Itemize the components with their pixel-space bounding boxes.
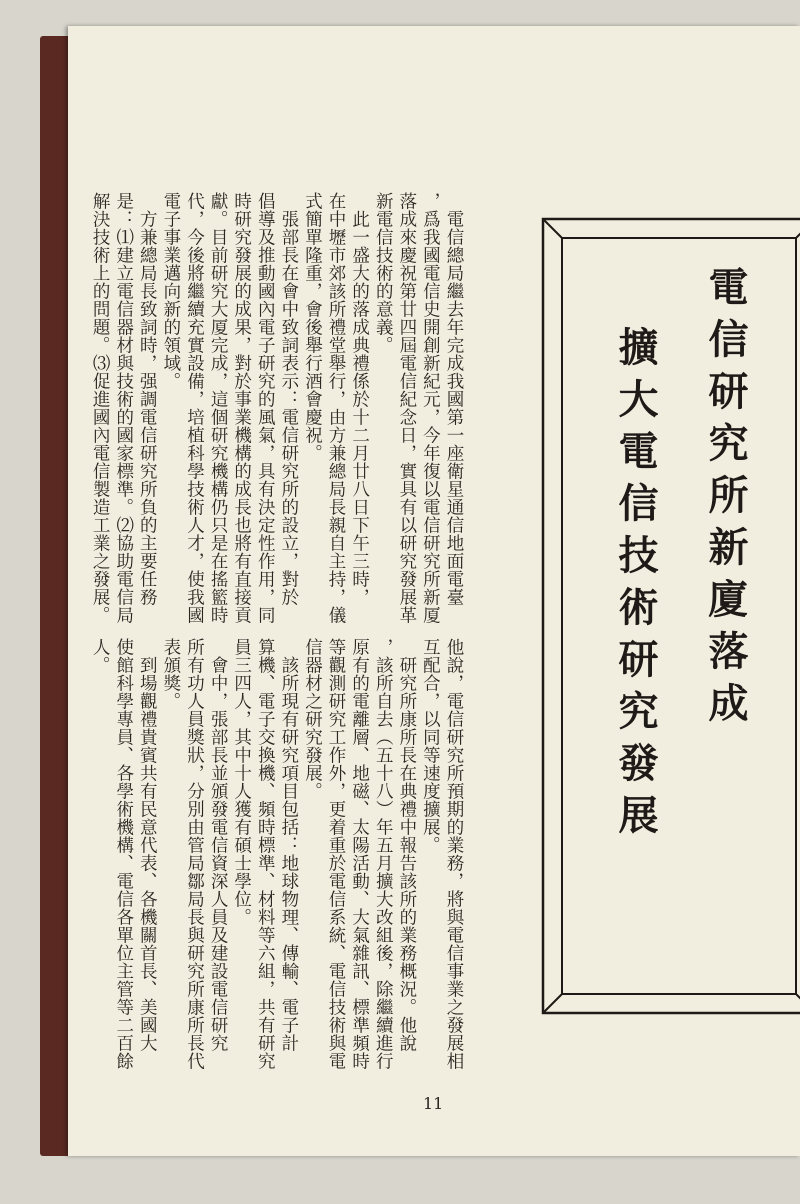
title-line-2: 擴大電信技術研究發展: [612, 326, 659, 846]
title-line-1: 電信研究所新廈落成: [702, 266, 749, 734]
magazine-page: [68, 26, 800, 1156]
title-frame: [540, 216, 800, 1016]
article-body-lower-section: 他說，電信研究所預期的業務，將與電信事業之發展相 互配合，以同等速度擴展。 研究所康所長在典禮中報告該所的業務概況。他說 ，該所自去（五十八）年五月擴大改組後，除繼續進行 原有的電離層、地磁、太陽活動、大氣雜訊、標準頻時 等觀測研究工作外，更着重於電信系統、電信技術與電 信器材之研究發展。 該所現有研究項目包括：地球物理、傳輸、電子計 算機、電子交換機、頻時標準、材料等六組，共有研究 員三四人，其中十人獲有碩士學位。 會中，張部長並頒發電信資深人員及建設電信研究 所有功人員獎狀，分別由管局鄒局長與研究所康所長代 表頒獎。 到場觀禮貴賓共有民意代表、各機關首長、美國大 使館科學專員、各學術機構、電信各單位主管等二百餘 人。: [90, 638, 464, 1070]
page-number: 11: [423, 1094, 444, 1113]
article-body-upper-section: 電信總局繼去年完成我國第一座衛星通信地面電臺 ，爲我國電信史開創新紀元，今年復以電信研究所新厦 落成來慶祝第廿四屆電信紀念日，實具有以研究發展革 新電信技術的意義。 此一盛大的落成典禮係於十二月廿八日下午三時， 在中壢市郊該所禮堂舉行，由方兼總局長親自主持，儀 式簡單隆重，會後舉行酒會慶祝。 張部長在會中致詞表示：電信研究所的設立，對於 倡導及推動國內電子研究的風氣，具有決定性作用，同 時研究發展的成果，對於事業機構的成長也將有直接貢 獻。目前研究大厦完成，這個研究機構仍只是在搖籃時 代，今後將繼續充實設備，培植科學技術人才，使我國 電子事業邁向新的領域。 方兼總局長致詞時，强調電信研究所負的主要任務 是：⑴建立電信器材與技術的國家標準。⑵協助電信局 解決技術上的問題。⑶促進國內電信製造工業之發展。: [90, 192, 464, 624]
title-frame-border: [540, 216, 800, 1016]
